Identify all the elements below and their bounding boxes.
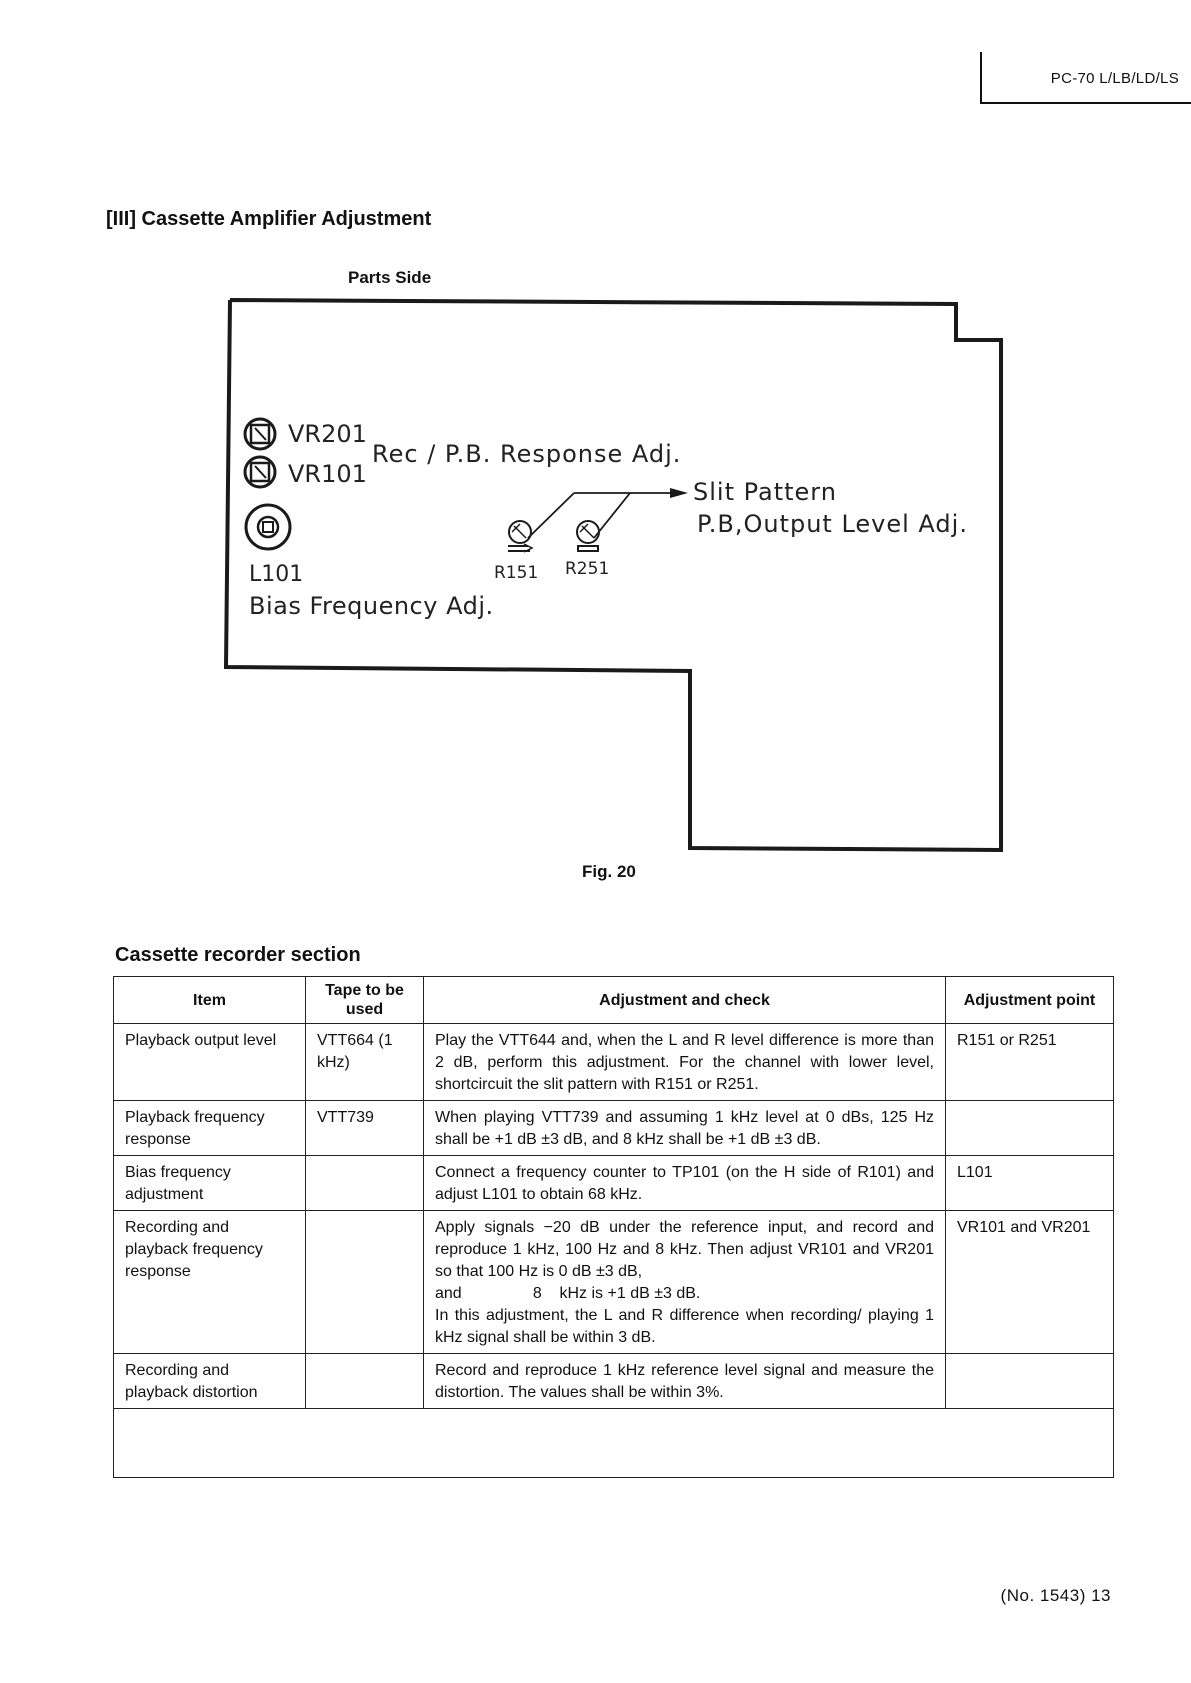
header-adjustment: Adjustment and check: [424, 977, 946, 1024]
slit-pattern-label: Slit Pattern: [693, 478, 837, 506]
pb-output-level-label: P.B,Output Level Adj.: [697, 510, 968, 538]
row-point: R151 or R251: [946, 1024, 1114, 1101]
table-header-row: [114, 977, 1114, 1024]
row-tape: [306, 1211, 424, 1354]
row-item: Playback frequency response: [114, 1101, 306, 1156]
row-tape: [306, 1156, 424, 1211]
row-adjustment: Connect a frequency counter to TP101 (on the H side of R101) and adjust L101 to obtain 68 kHz.: [424, 1156, 946, 1211]
section-heading: [III] Cassette Amplifier Adjustment: [106, 208, 432, 230]
row-tape: VTT664 (1 kHz): [306, 1024, 424, 1101]
table-row: [114, 1024, 1114, 1101]
bias-frequency-label: Bias Frequency Adj.: [249, 592, 494, 620]
adjustment-line: and 8 kHz is +1 dB ±3 dB.: [435, 1285, 701, 1302]
row-tape: [306, 1354, 424, 1409]
table-row: [114, 1211, 1114, 1354]
row-point: [946, 1354, 1114, 1409]
adjustment-line: In this adjustment, the L and R difference when recording/ playing 1 kHz signal shall be within 3 dB.: [435, 1307, 934, 1346]
row-item: Playback output level: [114, 1024, 306, 1101]
row-tape: VTT739: [306, 1101, 424, 1156]
r251-label: R251: [565, 559, 610, 579]
rec-pb-response-label: Rec / P.B. Response Adj.: [372, 440, 682, 468]
vr101-label: VR101: [288, 460, 367, 488]
vr101-potentiometer-icon: [245, 457, 275, 487]
row-item: Bias frequency adjustment: [114, 1156, 306, 1211]
vr201-label: VR201: [288, 420, 367, 448]
board-outline: [226, 300, 1001, 850]
row-point: [946, 1101, 1114, 1156]
header-point: Adjustment point: [946, 977, 1114, 1024]
row-adjustment: Play the VTT644 and, when the L and R level difference is more than 2 dB, perform this adjustment. For the channel with lower level, shortcircuit the slit pattern with R151 or R251.: [424, 1024, 946, 1101]
table-row: [114, 1354, 1114, 1409]
l101-coil-icon: [246, 505, 290, 549]
adjustment-table: [113, 976, 1114, 1478]
row-point: VR101 and VR201: [946, 1211, 1114, 1354]
adjustment-line: Apply signals −20 dB under the reference input, and record and reproduce 1 kHz, 100 Hz and 8 kHz. Then adjust VR101 and VR201 so that 100 Hz is 0 dB ±3 dB,: [435, 1219, 934, 1280]
empty-cell: [114, 1409, 1114, 1478]
slit-pattern-leader-lines: [528, 488, 688, 538]
figure-caption: Fig. 20: [582, 862, 636, 881]
row-item: Recording and playback distortion: [114, 1354, 306, 1409]
header-tape: Tape to be used: [306, 977, 424, 1024]
vr201-potentiometer-icon: [245, 419, 275, 449]
header-item: Item: [114, 977, 306, 1024]
row-adjustment: Record and reproduce 1 kHz reference level signal and measure the distortion. The values shall be within 3%.: [424, 1354, 946, 1409]
parts-side-label: Parts Side: [348, 268, 432, 287]
row-adjustment: [424, 1211, 946, 1354]
row-point: L101: [946, 1156, 1114, 1211]
l101-label: L101: [249, 562, 304, 587]
table-row: [114, 1101, 1114, 1156]
page-number: (No. 1543) 13: [1000, 1586, 1111, 1605]
table-row: [114, 1156, 1114, 1211]
model-number: PC-70 L/LB/LD/LS: [1050, 70, 1179, 87]
r151-label: R151: [494, 563, 539, 583]
table-row-empty: [114, 1409, 1114, 1478]
table-title: Cassette recorder section: [115, 944, 361, 966]
row-item: Recording and playback frequency response: [114, 1211, 306, 1354]
row-adjustment: When playing VTT739 and assuming 1 kHz level at 0 dBs, 125 Hz shall be +1 dB ±3 dB, and 8 kHz shall be +1 dB ±3 dB.: [424, 1101, 946, 1156]
